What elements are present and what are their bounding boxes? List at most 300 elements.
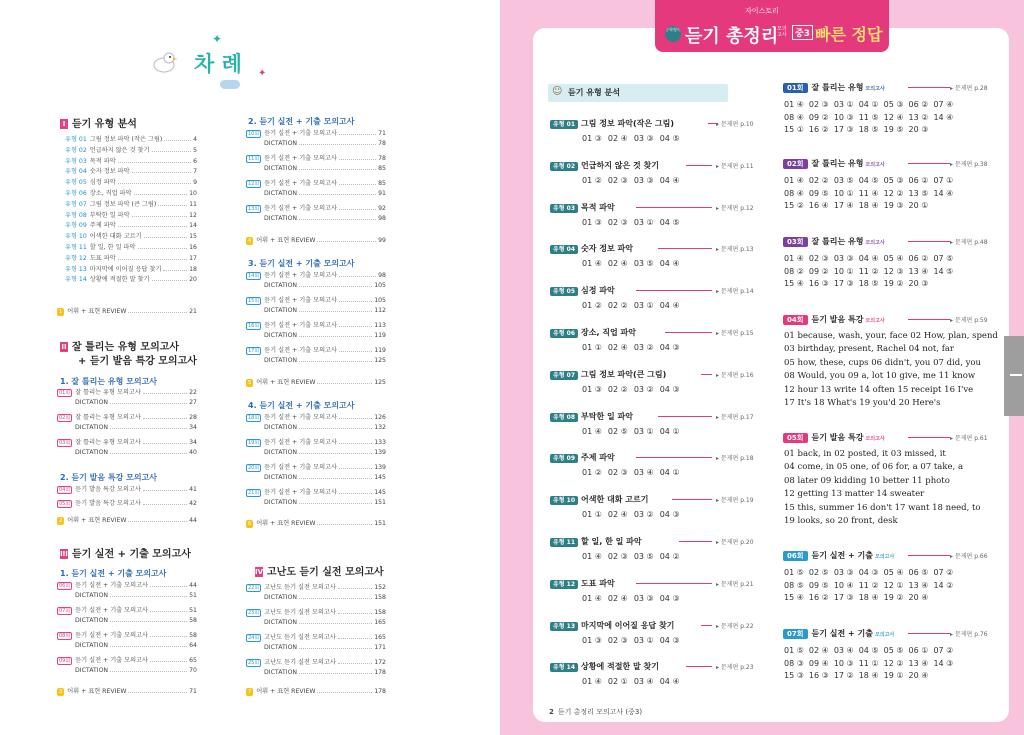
answer: 11 ④ [858,188,879,198]
answer: 18 ④ [858,671,879,680]
answer: 12 ① [883,580,904,590]
toc-entry-label: DICTATION [75,449,109,456]
toc-entry[interactable] [57,617,197,625]
toc-leader [299,669,372,674]
toc-entry-page: 15 [189,233,197,241]
toc-entry[interactable] [57,592,197,600]
answer: 20 ④ [908,593,929,602]
answer: 02 ③ [607,635,628,645]
toc-entry[interactable] [246,307,386,315]
answer: 08 ⑤ [784,580,804,590]
toc-entry-label: DICTATION [264,619,298,626]
toc-entry[interactable] [57,399,197,407]
answer: 04 ⑤ [659,217,680,227]
toc-entry[interactable] [246,190,386,198]
toc-entry-label: DICTATION [264,140,298,147]
toc-entry[interactable] [246,414,386,422]
toc-entry[interactable] [246,439,386,447]
answer-row [582,552,686,561]
toc-entry-label: 그림 정보 파악 (큰 그림) [89,200,157,208]
answer: 03 ② [633,384,654,394]
toc-entry-page: 34 [189,439,197,446]
answer: 03 ① [633,301,654,311]
toc-entry-label: DICTATION [75,592,109,599]
toc-entry[interactable] [65,276,197,284]
toc-entry-label: DICTATION [75,424,109,431]
toc-leader [152,147,192,152]
type-heading[interactable] [550,620,674,631]
answer-row [582,301,686,310]
toc-entry[interactable] [246,609,386,617]
toc-leader [143,486,187,491]
toc-entry[interactable] [246,489,386,497]
test-label: 잘 틀리는 유형 [811,83,864,92]
answer: 08 ④ [784,112,804,122]
toc-entry-label: DICTATION [264,332,298,339]
answer: 04 ④ [659,677,680,687]
type-badge: 유형 02 [550,162,578,171]
answer: 02 ③ [607,552,628,561]
toc-leader [110,424,187,429]
answer: 04 ③ [659,510,680,520]
answer: 06 ② [908,254,929,263]
type-arrow [658,416,712,417]
answer: 05 ③ [883,100,904,109]
toc-entry-page: 165 [374,634,386,641]
toc-entry-label: 듣기 실전 + 기출 모의고사 [264,297,338,304]
pronunciation-line: 03 birthday, present, Rachel 04 not, far [784,344,954,355]
answer: 04 ⑤ [858,646,879,655]
toc-leader [338,634,372,639]
test-heading[interactable] [783,82,885,93]
answer: 19 ② [883,279,904,288]
toc-entry[interactable] [246,594,386,602]
toc-entry[interactable] [57,439,197,447]
page-ref: ▸ 문제편 p.20 [716,539,754,546]
type-heading[interactable] [550,243,633,254]
type-heading[interactable] [550,369,666,380]
test-arrow [908,633,950,634]
toc-leader [134,190,188,195]
toc-entry-number: 유형 01 [65,136,87,143]
type-heading[interactable] [550,202,615,213]
type-heading[interactable] [550,536,642,547]
answer: 01 ④ [784,254,804,263]
answer: 02 ③ [607,468,628,478]
toc-entry[interactable] [246,669,386,677]
test-label: 듣기 발음 특강 [811,315,864,324]
test-tag: 모의고사 [865,240,885,246]
answer: 08 ② [784,266,804,276]
toc-entry-label: 목적 파악 [89,157,116,165]
answer: 06 ① [908,646,929,655]
test-heading[interactable] [783,158,885,169]
toc-leader [110,592,187,597]
toc-entry[interactable] [57,657,197,665]
answer: 03 ② [633,510,654,520]
toc-entry[interactable] [246,297,386,305]
toc-entry[interactable] [65,147,197,155]
toc-entry[interactable] [57,632,197,640]
answer: 09 ⑤ [808,188,829,198]
test-tag: 모의고사 [874,632,895,638]
toc-entry[interactable] [65,179,197,187]
toc-leader [128,517,187,522]
analysis-title: 듣기 유형 분석 [568,88,620,97]
toc-entry[interactable] [246,520,386,528]
page-ref: ▸ 문제편 p.59 [950,317,988,324]
toc-entry[interactable] [246,205,386,213]
answer: 05 ③ [883,176,904,185]
toc-entry-page: 71 [378,130,386,137]
test-label: 잘 틀리는 유형 [811,237,864,246]
review-number: 6 [248,521,252,527]
toc-entry-page: 139 [374,449,386,456]
test-number: 02회 [783,159,808,169]
toc-entry-label: DICTATION [75,399,109,406]
toc-entry[interactable] [246,644,386,652]
toc-entry-page: 10 [189,190,197,197]
toc-entry-label: DICTATION [264,165,298,172]
toc-leader [299,474,372,479]
toc-leader [317,688,372,693]
section-3-sub4: 4. 듣기 실전 + 기출 모의고사 [248,401,355,410]
toc-leader [143,414,187,419]
toc-leader [118,179,191,184]
toc-entry[interactable] [246,424,386,432]
answer: 09 ② [808,266,829,276]
toc-leader [110,617,187,622]
toc-leader [338,609,372,614]
type-label: 심정 파악 [581,286,615,296]
toc-leader [339,439,372,444]
toc-entry[interactable] [246,347,386,355]
answer-row [784,176,958,185]
answer: 03 ⑤ [633,552,654,561]
pronunciation-line: 15 this, summer 16 don't 17 want 18 need, to [784,502,981,513]
toc-entry[interactable] [246,215,386,223]
toc-entry[interactable] [246,180,386,188]
toc-leader [128,688,187,693]
toc-entry-page: 152 [374,584,386,591]
pronunciation-line: 04 come, in 05 one, of 06 for, a 07 take, a [784,462,964,473]
toc-entry[interactable] [246,130,386,138]
toc-entry-page: 7 [193,168,197,176]
answer: 02 ④ [607,593,628,603]
type-heading[interactable] [550,327,636,338]
answer: 07 ⑤ [933,254,954,263]
toc-entry[interactable] [65,136,197,144]
answer: 03 ④ [833,646,854,655]
toc-entry[interactable] [246,474,386,482]
toc-leader [299,332,372,337]
pronunciation-line: 01 back, in 02 posted, it 03 missed, it [784,449,946,459]
test-number: 05회 [783,433,808,443]
toc-entry[interactable] [57,486,197,494]
page-ref: ▸ 문제편 p.12 [716,204,754,212]
answer: 02 ③ [607,217,628,227]
toc-entry-number: 유형 10 [65,233,87,241]
toc-entry[interactable] [246,165,386,173]
type-badge: 유형 03 [550,204,578,213]
toc-entry[interactable] [57,607,197,615]
section-3-title: III 듣기 실전 + 기출 모의고사 [60,549,191,560]
toc-leader [110,667,187,672]
toc-entry-page: 92 [378,205,386,212]
type-heading[interactable] [550,118,674,129]
toc-entry-page: 51 [189,592,197,599]
answer: 15 ④ [784,593,804,602]
footer [549,707,642,717]
answer-row [784,279,933,288]
answer: 15 ④ [784,279,804,288]
answer-row [784,254,958,263]
answer-row [784,581,958,590]
toc-entry[interactable] [246,237,386,245]
toc-entry[interactable] [246,140,386,148]
toc-entry[interactable] [57,688,197,696]
toc-entry-label: 숫자 정보 파악 [89,168,130,176]
duck-illustration [152,50,178,74]
toc-entry-pill: 07회 [59,608,71,614]
toc-entry-page: 125 [374,357,386,364]
toc-leader [118,255,187,260]
toc-entry-page: 145 [374,489,386,496]
answer-row [582,134,686,143]
toc-entry-label: 잘 틀리는 유형 모의고사 [75,414,141,421]
answer: 07 ② [933,568,954,577]
answer: 01 ④ [582,677,602,687]
toc-entry[interactable] [246,332,386,340]
type-heading[interactable] [550,661,659,672]
toc-entry[interactable] [65,158,197,166]
answer-row [582,636,686,645]
toc-leader [299,140,376,145]
toc-entry-label: 어휘 + 표현 REVIEW [256,237,316,244]
toc-entry-label: DICTATION [75,667,109,674]
answer: 20 ① [908,201,929,210]
toc-entry-page: 64 [189,642,197,649]
toc-entry-label: 고난도 듣기 실전 모의고사 [264,634,336,641]
page-ref: ▸ 문제편 p.18 [716,455,754,463]
answer: 10 ③ [833,658,854,668]
toc-entry[interactable] [246,155,386,163]
answer: 04 ④ [858,254,879,263]
answer: 14 ④ [933,112,954,122]
answer-row [784,100,958,109]
answer: 03 ① [633,217,654,227]
toc-entry[interactable] [246,499,386,507]
toc-leader [150,657,187,662]
toc-entry-page: 165 [374,619,386,626]
answer: 15 ① [784,125,804,134]
toc-entry-label: DICTATION [264,215,298,222]
answer-header [655,0,889,52]
test-number: 01회 [783,83,808,93]
toc-entry[interactable] [246,357,386,365]
toc-entry[interactable] [65,201,197,209]
answer: 16 ③ [808,671,829,680]
toc-entry[interactable] [65,168,197,176]
toc-entry-page: 28 [189,414,197,421]
answer: 01 ① [582,510,602,520]
type-heading[interactable] [550,578,615,589]
toc-entry[interactable] [57,424,197,432]
toc-leader [339,272,376,277]
toc-entry-label: DICTATION [264,644,298,651]
header-badge: 중학영어 [665,26,681,42]
toc-entry[interactable] [65,266,197,274]
toc-entry-label: 듣기 실전 + 기출 모의고사 [264,205,338,212]
toc-entry[interactable] [246,584,386,592]
answer: 16 ② [808,593,829,602]
toc-entry-page: 40 [189,449,197,456]
test-arrow [908,319,950,320]
answer: 09 ④ [808,658,829,668]
toc-entry[interactable] [246,634,386,642]
type-badge: 유형 04 [550,245,578,254]
toc-entry-label: DICTATION [264,424,298,431]
toc-entry[interactable] [65,244,197,252]
toc-entry-pill: 18회 [248,415,260,421]
toc-entry[interactable] [57,582,197,590]
toc-entry-label: 언급하지 않은 것 찾기 [89,146,150,154]
toc-leader [339,130,376,135]
toc-entry[interactable] [65,255,197,263]
answer: 01 ④ [582,259,602,269]
answer: 10 ④ [833,580,854,590]
toc-entry-page: 21 [189,308,197,315]
toc-entry-label: DICTATION [264,282,298,289]
answer: 03 ③ [633,593,654,603]
answer-row [784,593,933,602]
toc-entry[interactable] [65,212,197,220]
toc-entry-page: 139 [374,464,386,471]
toc-leader [339,464,372,469]
header-title: 듣기 총정리 [685,26,779,47]
type-arrow [636,290,712,291]
toc-entry[interactable] [57,414,197,422]
test-heading[interactable] [783,628,894,639]
answer-row [784,671,933,680]
type-arrow [686,165,712,166]
type-badge: 유형 14 [550,663,578,672]
answer: 02 ⑤ [808,568,829,577]
page-ref: ▸ 문제편 p.38 [950,161,988,168]
type-heading[interactable] [550,285,615,296]
toc-entry-pill: 11회 [248,156,260,162]
toc-leader [299,357,372,362]
toc-entry[interactable] [57,667,197,675]
type-arrow [701,625,712,626]
toc-entry-page: 151 [374,520,386,527]
toc-entry-label: 어휘 + 표현 REVIEW [67,517,127,524]
type-heading[interactable] [550,411,633,422]
toc-entry[interactable] [246,659,386,667]
page-turn-tab[interactable] [1004,336,1024,416]
answer: 04 ⑤ [858,176,879,185]
toc-entry-label: 듣기 발음 특강 모의고사 [75,486,141,493]
toc-entry[interactable] [246,322,386,330]
answer-row [582,510,686,519]
answer-row [582,385,686,394]
toc-entry-label: 듣기 실전 + 기출 모의고사 [264,155,338,162]
type-heading[interactable] [550,494,648,505]
toc-entry-page: 20 [189,276,197,284]
toc-entry[interactable] [246,464,386,472]
pronunciation-line: 01 because, wash, your, face 02 How, plan, spend [784,331,998,341]
toc-entry-page: 99 [378,237,386,244]
toc-leader [144,233,188,238]
toc-entry[interactable] [246,619,386,627]
test-heading[interactable] [783,550,894,561]
answer: 04 ④ [659,259,680,269]
toc-leader [299,282,372,287]
test-label: 듣기 실전 + 기출 [811,629,873,638]
answer: 15 ② [784,201,804,210]
test-number: 06회 [783,551,808,561]
test-heading[interactable] [783,432,885,443]
toc-entry-pill: 25회 [248,660,260,666]
toc-entry-pill: 15회 [248,298,260,304]
toc-entry[interactable] [246,379,386,387]
toc-leader [163,266,187,271]
answer: 07 ① [933,176,954,185]
answer-row [582,427,686,436]
toc-entry-page: 58 [189,632,197,639]
answer-row [784,267,958,276]
toc-entry[interactable] [57,449,197,457]
answer: 02 ④ [607,259,628,269]
type-heading[interactable] [550,160,659,171]
toc-entry[interactable] [246,449,386,457]
type-label: 할 일, 한 일 파악 [581,537,642,546]
type-arrow [636,583,712,584]
toc-entry[interactable] [246,282,386,290]
toc-entry[interactable] [246,272,386,280]
toc-entry[interactable] [57,517,197,525]
answer: 17 ③ [833,125,854,134]
toc-leader [143,500,187,505]
review-number: 4 [248,238,252,244]
toc-entry-label: 고난도 듣기 실전 모의고사 [264,584,336,591]
toc-entry[interactable] [246,688,386,696]
toc-entry[interactable] [65,222,197,230]
toc-leader [138,244,188,249]
test-heading[interactable] [783,314,885,325]
pronunciation-line: 12 getting 13 matter 14 sweater [784,489,925,500]
toc-entry[interactable] [65,233,197,241]
answer: 11 ⑤ [858,112,879,122]
toc-entry[interactable] [57,308,197,316]
toc-entry[interactable] [57,500,197,508]
toc-entry[interactable] [65,190,197,198]
answer: 04 ④ [659,175,680,185]
answer-row [582,343,686,352]
toc-entry-label: DICTATION [264,594,298,601]
type-heading[interactable] [550,452,615,463]
toc-entry[interactable] [57,389,197,397]
test-heading[interactable] [783,236,885,247]
answer: 01 ④ [582,552,602,561]
toc-entry-number: 유형 05 [65,179,87,187]
page-number: 2 [549,708,554,716]
toc-entry[interactable] [57,642,197,650]
answer: 04 ① [659,468,680,478]
toc-entry-page: 178 [374,669,386,676]
toc-entry-label: 어휘 + 표현 REVIEW [67,688,127,695]
toc-leader [143,389,187,394]
